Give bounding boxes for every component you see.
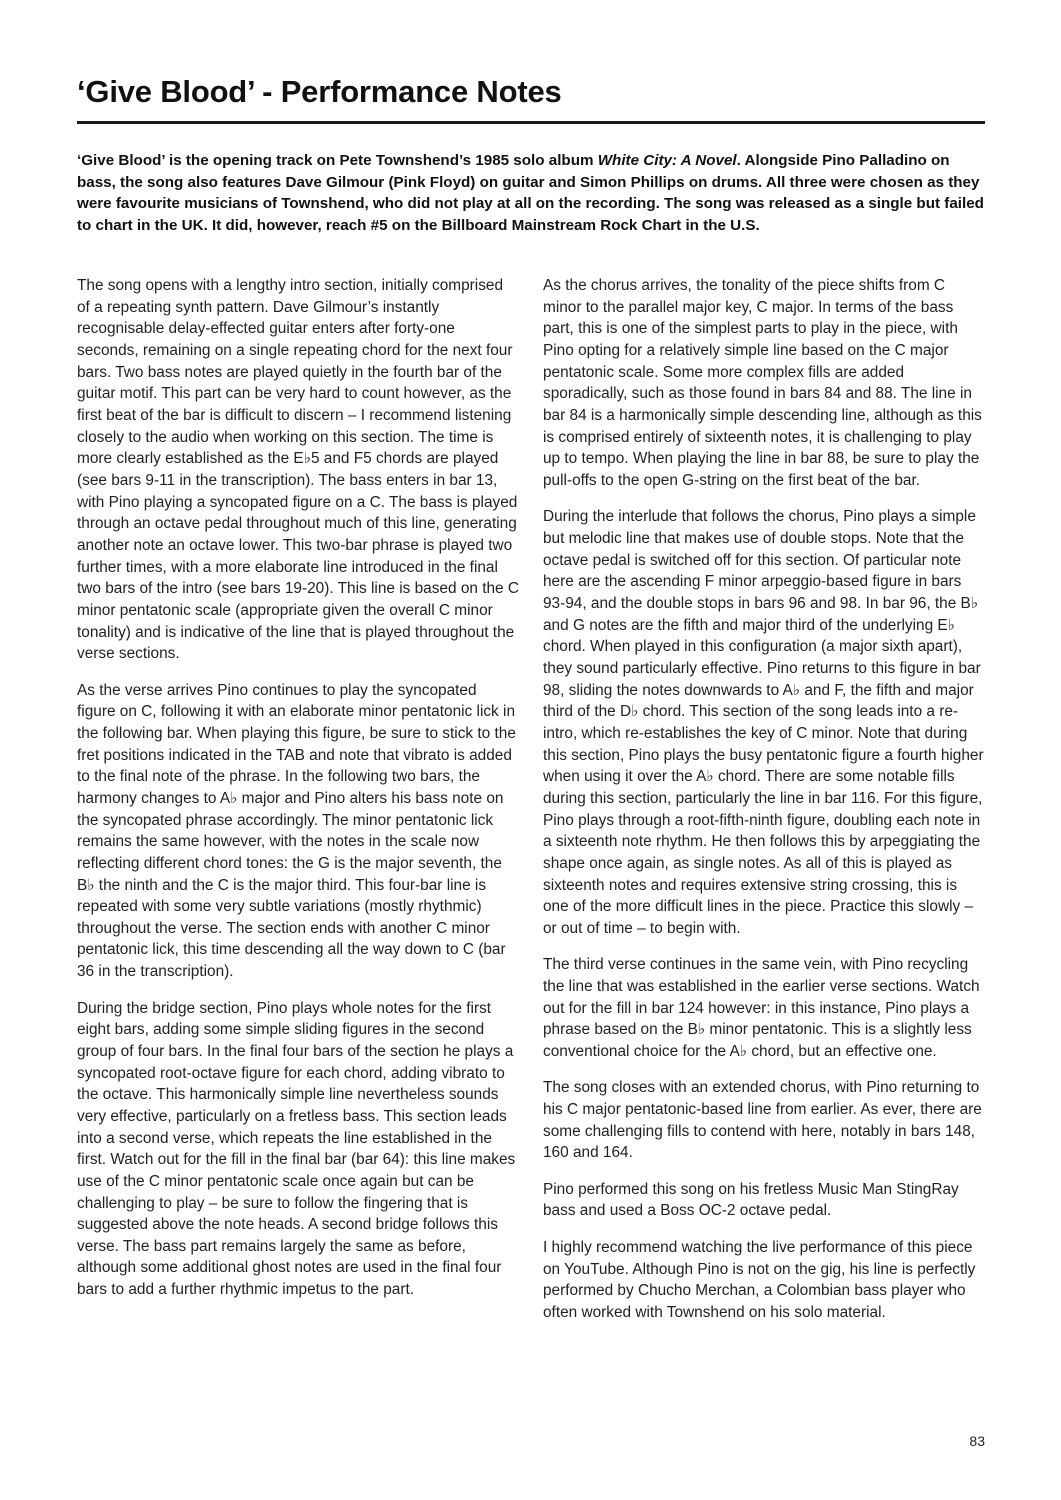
left-paragraph-intro-section: The song opens with a lengthy intro section, initially comprised of a repeating synth pattern. Dave Gilmour’s instantly recognisable delay-effected guitar enters after forty-one seconds, remaining on a single repeating chord for the next four bars. Two bass notes are played quietly in the fourth bar of the guitar motif. This part can be very hard to count however, as the first beat of the bar is difficult to discern – I recommend listening closely to the audio when working on this section. The time is more clearly established as the E♭5 and F5 chords are played (see bars 9-11 in the transcription). The bass enters in bar 13, with Pino playing a syncopated figure on a C. The bass is played through an octave pedal throughout much of this line, generating another note an octave lower. This two-bar phrase is played two further times, with a more elaborate line introduced in the final two bars of the intro (see bars 19-20). This line is based on the C minor pentatonic scale (appropriate given the overall C minor tonality) and is indicative of the line that is played throughout the verse sections. (77, 277, 519, 663)
album-title: White City: A Novel (597, 152, 737, 169)
left-paragraph-verse-section: As the verse arrives Pino continues to play the syncopated figure on C, following it with an elaborate minor pentatonic lick in the following bar. When playing this figure, be sure to stick to the fret positions indicated in the TAB and note that vibrato is added to the final note of the phrase. In the following two bars, the harmony changes to A♭ major and Pino alters his bass note on the syncopated phrase accordingly. The minor pentatonic lick remains the same however, with the notes in the scale now reflecting different chord tones: the G is the major seventh, the B♭ the ninth and the C is the major third. This four-bar line is repeated with some very subtle variations (mostly rhythmic) throughout the verse. The section ends with another C minor pentatonic lick, this time descending all the way down to C (bar 36 in the transcription). (77, 681, 516, 981)
right-paragraph-recommendation: I highly recommend watching the live performance of this piece on YouTube. Although Pino is not on the gig, his line is perfectly performed by Chucho Merchan, a Colombian bass player who often worked with Townshend on his solo material. (543, 1238, 976, 1321)
intro-paragraph (77, 150, 985, 236)
page-number: 83 (969, 1433, 985, 1449)
page-title: ‘Give Blood’ - Performance Notes (77, 74, 562, 109)
right-paragraph-third-verse: The third verse continues in the same vein, with Pino recycling the line that was established in the earlier verse sections. Watch out for the fill in bar 124 however: in this instance, Pino plays a phrase based on the B♭ minor pentatonic. This is a slightly less conventional choice for the A♭ chord, but an effective one. (543, 956, 980, 1060)
intro-text-part2: . Alongside Pino Palladino on bass, the song also features Dave Gilmour (Pink Floyd) on guitar and Simon Phillips on drums. All three were chosen as they were favourite musicians of Townshend, who did not play at all on the recording. The song was released as a single but failed to chart in the UK. It did, however, reach #5 on the Billboard Mainstream Rock Chart in the U.S. (77, 152, 984, 234)
right-paragraph-closing-chorus: The song closes with an extended chorus, with Pino returning to his C major pentatonic-based line from earlier. As ever, there are some challenging fills to contend with here, notably in bars 148, 160 and 164. (543, 1079, 982, 1162)
left-column (77, 275, 519, 1316)
intro-text-part1: ‘Give Blood’ is the opening track on Pete Townshend’s 1985 solo album (77, 152, 598, 169)
right-paragraph-interlude: During the interlude that follows the chorus, Pino plays a simple but melodic line that makes use of double stops. Note that the octave pedal is switched off for this section. Of particular note here are the ascending F minor arpeggio-based figure in bars 93-94, and the double stops in bars 96 and 98. In bar 96, the B♭ and G notes are the fifth and major third of the underlying E♭ chord. When played in this configuration (a major sixth apart), they sound particularly effective. Pino returns to this figure in bar 98, sliding the notes downwards to A♭ and F, the fifth and major third of the D♭ chord. This section of the song leads into a re-intro, which re-establishes the key of C minor. Note that during this section, Pino plays the busy pentatonic figure a fourth higher when using it over the A♭ chord. There are some notable fills during this section, particularly the line in bar 116. For this figure, Pino plays through a root-fifth-ninth figure, doubling each note in a sixteenth note rhythm. He then follows this by arpeggiating the shape once again, as single notes. As all of this is played as sixteenth notes and requires extensive string crossing, this is one of the more difficult lines in the piece. Practice this slowly – or out of time – to begin with. (543, 508, 984, 937)
right-paragraph-chorus: As the chorus arrives, the tonality of the piece shifts from C minor to the parallel major key, C major. In terms of the bass part, this is one of the simplest parts to play in the piece, with Pino opting for a relatively simple line based on the C major pentatonic scale. Some more complex fills are added sporadically, such as those found in bars 84 and 88. The line in bar 84 is a harmonically simple descending line, although as this is comprised entirely of sixteenth notes, it is challenging to play up to tempo. When playing the line in bar 88, be sure to play the pull-offs to the open G-string on the first beat of the bar. (543, 277, 982, 489)
right-column (543, 275, 986, 1338)
left-paragraph-bridge-section: During the bridge section, Pino plays whole notes for the first eight bars, adding some simple sliding figures in the second group of four bars. In the final four bars of the section he plays a syncopated root-octave figure for each chord, adding vibrato to the octave. This harmonically simple line nevertheless sounds very effective, particularly on a fretless bass. This section leads into a second verse, which repeats the line established in the first. Watch out for the fill in the final bar (bar 64): this line makes use of the C minor pentatonic scale once again but can be challenging to play – be sure to follow the fingering that is suggested above the note heads. A second bridge follows this verse. The bass part remains largely the same as before, although some additional ghost notes are used in the final four bars to add a further rhythmic impetus to the part. (77, 999, 516, 1299)
title-rule (77, 121, 985, 124)
right-paragraph-equipment: Pino performed this song on his fretless Music Man StingRay bass and used a Boss OC-2 octave pedal. (543, 1180, 959, 1220)
